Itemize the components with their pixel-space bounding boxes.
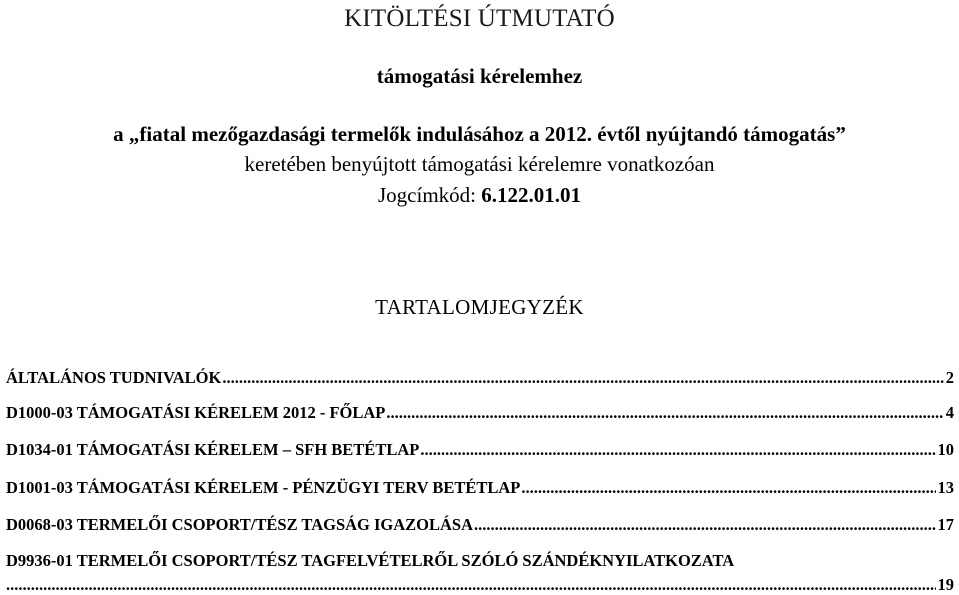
- toc-entry-page: 2: [945, 368, 954, 387]
- toc-entry-label: D9936-01 TERMELŐI CSOPORT/TÉSZ TAGFELVÉTELRŐL SZÓLÓ SZÁNDÉKNYILATKOZATA: [6, 551, 735, 570]
- toc-entry[interactable]: [6, 480, 954, 497]
- legal-code-value: 6.122.01.01: [481, 183, 581, 207]
- toc-entry-page: 13: [937, 478, 954, 497]
- toc-entry[interactable]: [6, 370, 954, 387]
- toc-heading: TARTALOMJEGYZÉK: [375, 295, 584, 319]
- legal-code-label: Jogcímkód:: [378, 183, 482, 207]
- toc-leader: [386, 405, 943, 422]
- toc-entry-label: ÁLTALÁNOS TUDNIVALÓK: [6, 368, 222, 387]
- toc-entry-label: D1034-01 TÁMOGATÁSI KÉRELEM – SFH BETÉTLAP: [6, 440, 420, 459]
- toc-entry-page: 10: [937, 440, 954, 459]
- toc-entry-page: 19: [937, 575, 954, 594]
- toc-leader: [420, 442, 935, 459]
- document-subtitle: támogatási kérelemhez: [376, 64, 583, 88]
- toc-entry[interactable]: [6, 553, 734, 570]
- toc-leader: [521, 480, 935, 497]
- toc-entry[interactable]: [6, 442, 954, 459]
- toc-entry-continuation[interactable]: [6, 577, 954, 594]
- toc-entry-label: D0068-03 TERMELŐI CSOPORT/TÉSZ TAGSÁG IGAZOLÁSA: [6, 515, 474, 534]
- toc-entry[interactable]: [6, 517, 954, 534]
- toc-entry-label: D1000-03 TÁMOGATÁSI KÉRELEM 2012 - FŐLAP: [6, 403, 386, 422]
- toc-entry-page: 4: [945, 403, 954, 422]
- document-title: KITÖLTÉSI ÚTMUTATÓ: [344, 5, 615, 32]
- toc-entry-label: D1001-03 TÁMOGATÁSI KÉRELEM - PÉNZÜGYI TERV BETÉTLAP: [6, 478, 521, 497]
- legal-code: [0, 185, 959, 206]
- toc-entry[interactable]: [6, 405, 954, 422]
- program-description: keretében benyújtott támogatási kérelemre vonatkozóan: [244, 152, 715, 176]
- program-name: a „fiatal mezőgazdasági termelők indulásához a 2012. évtől nyújtandó támogatás”: [113, 122, 846, 146]
- toc-leader: [222, 370, 943, 387]
- toc-entry-page: 17: [937, 515, 954, 534]
- toc-leader: [6, 577, 936, 594]
- toc-leader: [474, 517, 935, 534]
